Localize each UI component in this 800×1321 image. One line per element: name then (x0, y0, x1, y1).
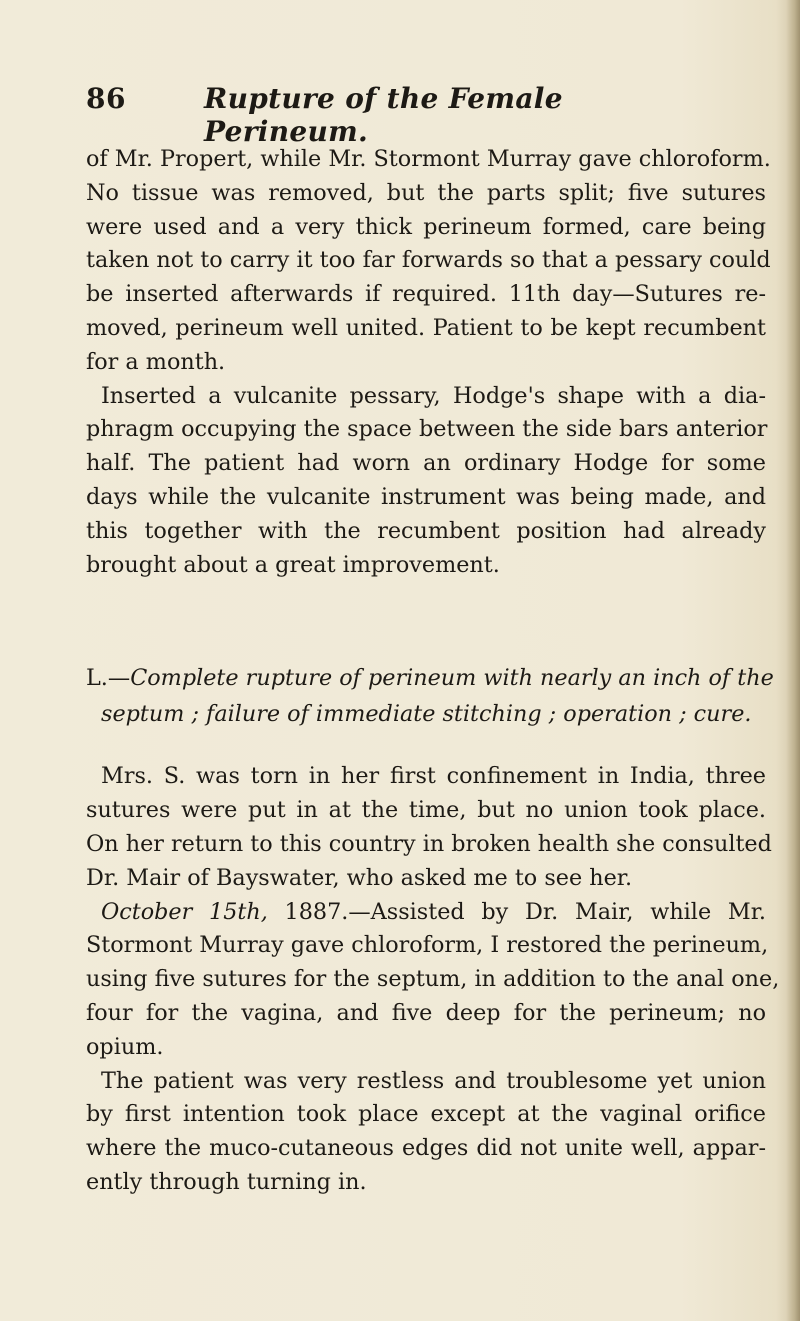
paragraph-5 (86, 1065, 766, 1200)
case-label: L.— (86, 665, 131, 692)
paragraph-1 (86, 143, 771, 380)
running-title: Rupture of the Female Perineum. (204, 82, 563, 148)
text-line: four for the vagina, and five deep for the perineum; no (86, 999, 766, 1026)
text-line: sutures were put in at the time, but no union took place. (86, 797, 766, 824)
text-line: days while the vulcanite instrument was being made, and (86, 483, 766, 510)
page-number: 86 (86, 82, 126, 115)
page-edge-shadow (786, 0, 800, 1321)
paragraph-3 (86, 760, 772, 895)
text-line: ently through turning in. (86, 1168, 367, 1195)
text-line: half. The patient had worn an ordinary Hodge for some (86, 450, 766, 477)
text-line: taken not to carry it too far forwards so that a pessary could (86, 247, 771, 274)
text-line: this together with the recumbent position had already (86, 517, 766, 544)
page-header (86, 82, 726, 148)
text-line: brought about a great improvement. (86, 551, 500, 578)
text-line: be inserted afterwards if required. 11th day—Sutures re- (86, 281, 766, 308)
text-line: Dr. Mair of Bayswater, who asked me to see her. (86, 864, 633, 891)
text-line: for a month. (86, 348, 226, 375)
text-line: where the muco-cutaneous edges did not unite well, appar- (86, 1135, 766, 1162)
date-italic: October 15th, (101, 898, 268, 925)
text-line: opium. (86, 1033, 164, 1060)
text-line: The patient was very restless and troublesome yet union (101, 1067, 766, 1094)
paragraph-4 (86, 896, 780, 1065)
case-heading-line-2: septum ; failure of immediate stitching ; operation ; cure. (101, 701, 752, 728)
body-text (86, 143, 780, 1200)
text-line: Mrs. S. was torn in her first confinement in India, three (101, 763, 766, 790)
text-line: No tissue was removed, but the parts split; five sutures (86, 179, 766, 206)
text-line: Stormont Murray gave chloroform, I restored the perineum, (86, 932, 769, 959)
text-line: using five sutures for the septum, in addition to the anal one, (86, 966, 780, 993)
text-line: On her return to this country in broken health she consulted (86, 830, 772, 857)
text-line: of Mr. Propert, while Mr. Stormont Murray gave chloroform. (86, 146, 771, 172)
case-heading (86, 660, 774, 732)
case-heading-line-1 (86, 660, 774, 696)
heading-gap (86, 732, 766, 760)
case-title-part-1: Complete rupture of perineum with nearly an inch of the (130, 665, 774, 692)
date-line (86, 896, 766, 930)
text-line: by first intention took place except at the vaginal orifice (86, 1101, 766, 1128)
paragraph-2 (86, 380, 766, 583)
date-line-rest: 1887.—Assisted by Dr. Mair, while Mr. (267, 898, 767, 925)
text-line: were used and a very thick perineum formed, care being (86, 213, 766, 240)
text-line: moved, perineum well united. Patient to be kept recumbent (86, 314, 766, 341)
text-line: Inserted a vulcanite pessary, Hodge's shape with a dia- (101, 382, 766, 409)
text-line: phragm occupying the space between the side bars anterior (86, 416, 768, 443)
section-gap (86, 582, 766, 660)
